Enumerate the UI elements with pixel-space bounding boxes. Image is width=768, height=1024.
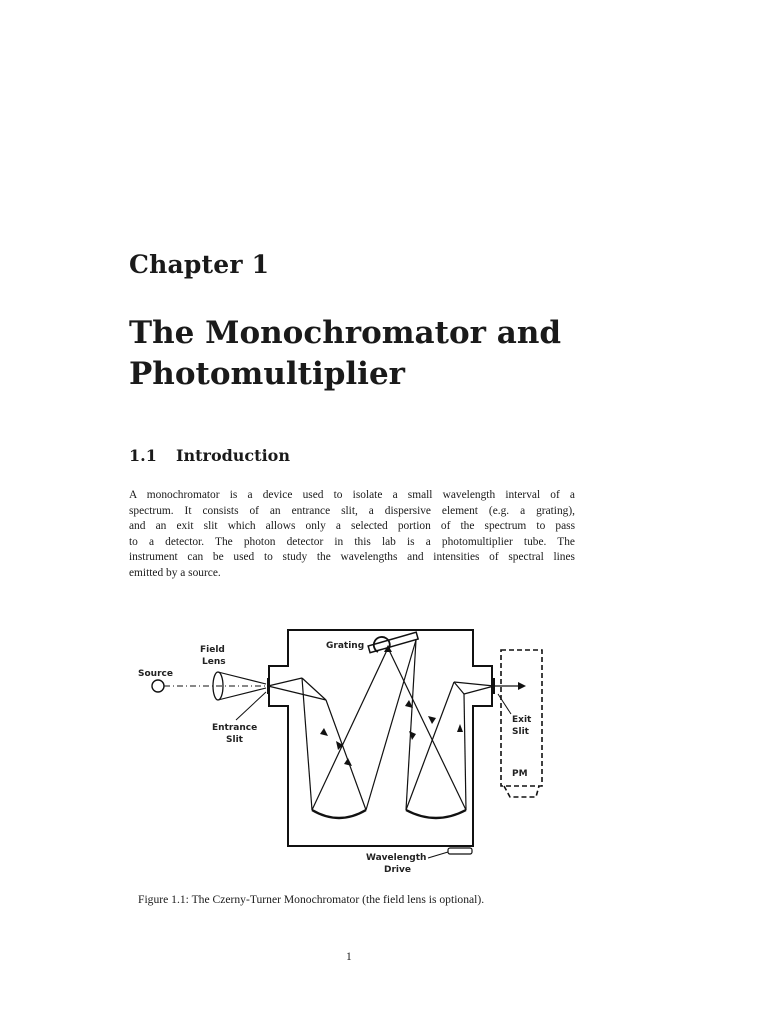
section-heading <box>129 446 290 465</box>
label-pm: PM <box>512 769 528 779</box>
concave-mirrors <box>312 810 466 818</box>
beam-arrows <box>320 682 526 766</box>
intro-paragraph <box>129 488 575 582</box>
label-grating: Grating <box>326 641 365 651</box>
section-number: 1.1 <box>129 446 157 465</box>
label-exit-slit-2: Slit <box>512 727 529 737</box>
section-title: Introduction <box>176 446 290 465</box>
label-wavelength-drive-1: Wavelength <box>366 853 427 863</box>
intro-line: spectrum. It consists of an entrance slit, a dispersive element (e.g. a grating), <box>129 504 575 517</box>
label-wavelength-drive-2: Drive <box>384 865 411 875</box>
figure-caption: Figure 1.1: The Czerny-Turner Monochromator (the field lens is optional). <box>138 893 485 906</box>
intro-line: to a detector. The photon detector in this lab is a photomultiplier tube. The <box>129 535 575 548</box>
label-entrance-slit-1: Entrance <box>212 723 258 733</box>
monochromator-figure <box>126 600 576 880</box>
chapter-title-line-1: The Monochromator and <box>129 315 562 351</box>
intro-line: emitted by a source. <box>129 566 221 579</box>
grating-icon <box>368 632 418 653</box>
label-entrance-slit-2: Slit <box>226 735 243 745</box>
chapter-title <box>129 313 689 395</box>
label-exit-slit-1: Exit <box>512 715 532 725</box>
intro-line: instrument can be used to study the wavelengths and intensities of spectral lines <box>129 551 575 564</box>
chapter-label: Chapter 1 <box>129 250 270 279</box>
label-field-lens-1: Field <box>200 645 225 655</box>
label-field-lens-2: Lens <box>202 657 226 667</box>
monochromator-diagram <box>126 600 576 880</box>
source-icon <box>152 680 164 692</box>
intro-line: A monochromator is a device used to isolate a small wavelength interval of a <box>129 489 575 501</box>
intro-line: and an exit slit which allows only a selected portion of the spectrum to pass <box>129 520 575 533</box>
chapter-title-line-2: Photomultiplier <box>129 356 406 392</box>
label-source: Source <box>138 669 173 679</box>
label-leaders <box>236 692 511 858</box>
wavelength-drive-knob <box>448 848 472 854</box>
page-number: 1 <box>346 951 352 963</box>
